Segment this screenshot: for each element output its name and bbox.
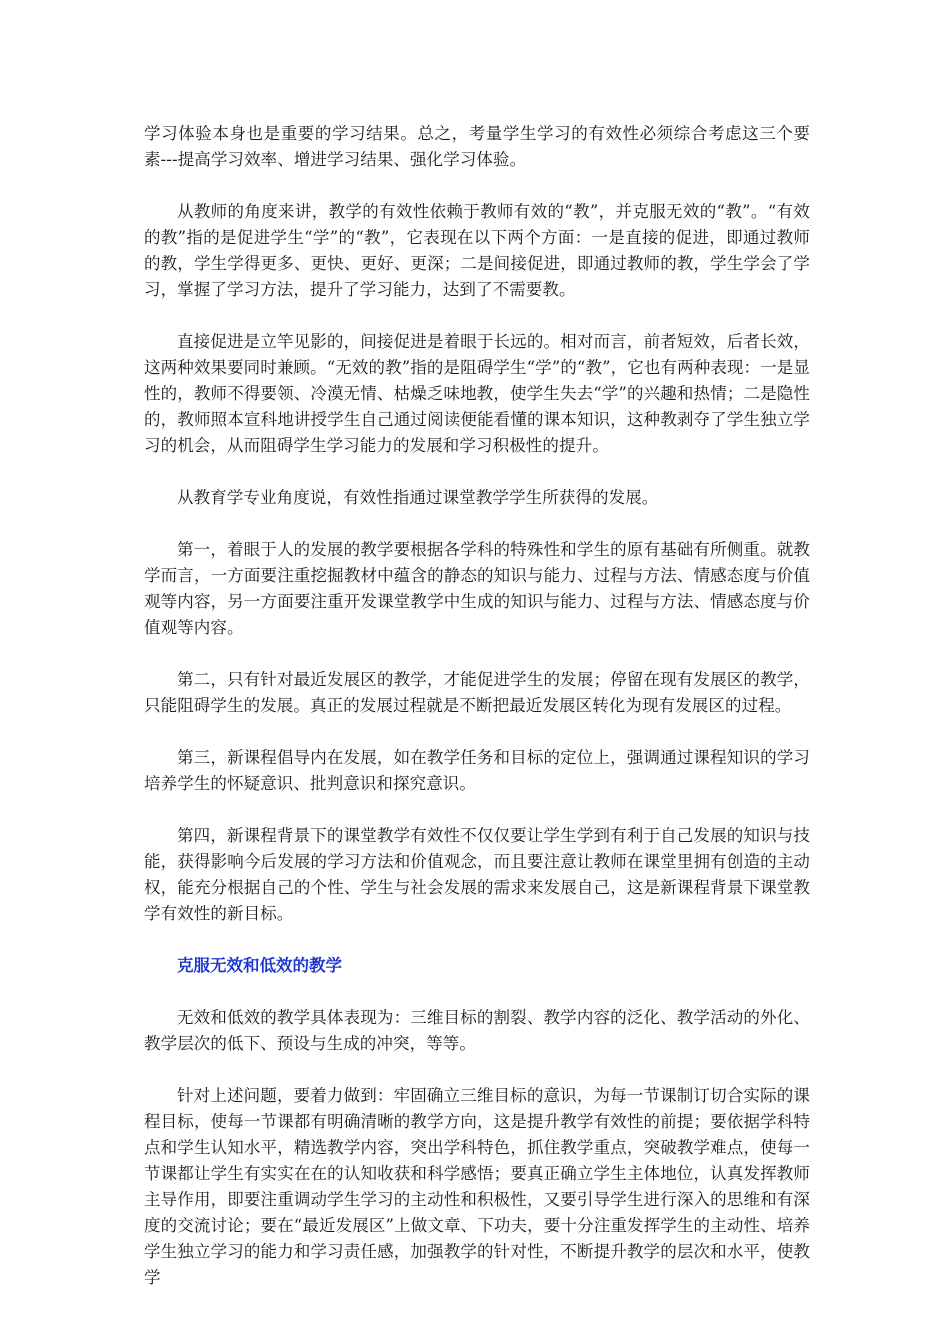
paragraph-continuation: 学习体验本身也是重要的学习结果。总之，考量学生学习的有效性必须综合考虑这三个要素---提高学习效率、增进学习结果、强化学习体验。 bbox=[144, 124, 810, 169]
paragraph-second: 第二，只有针对最近发展区的教学，才能促进学生的发展；停留在现有发展区的教学，只能阻碍学生的发展。真正的发展过程就是不断把最近发展区转化为现有发展区的过程。 bbox=[144, 670, 810, 715]
paragraph-direct-indirect: 直接促进是立竿见影的，间接促进是着眼于长远的。相对而言，前者短效，后者长效，这两种效果要同时兼顾。“无效的教”指的是阻碍学生“学”的“教”，它也有两种表现：一是显性的，教师不得要领、冷漠无情、枯燥乏味地教，使学生失去“学”的兴趣和热情；二是隐性的，教师照本宣科地讲授学生自己通过阅读便能看懂的课本知识，这种教剥夺了学生独立学习的机会，从而阻碍学生学习能力的发展和学习积极性的提升。 bbox=[144, 332, 810, 455]
paragraph-fourth: 第四，新课程背景下的课堂教学有效性不仅仅要让学生学到有利于自己发展的知识与技能，获得影响今后发展的学习方法和价值观念，而且要注意让教师在课堂里拥有创造的主动权，能充分根据自己的个性、学生与社会发展的需求来发展自己，这是新课程背景下课堂教学有效性的新目标。 bbox=[144, 826, 810, 923]
paragraph-ineffective-teaching: 无效和低效的教学具体表现为：三维目标的割裂、教学内容的泛化、教学活动的外化、教学层次的低下、预设与生成的冲突，等等。 bbox=[144, 1008, 810, 1053]
paragraph-solutions: 针对上述问题，要着力做到：牢固确立三维目标的意识，为每一节课制订切合实际的课程目标，使每一节课都有明确清晰的教学方向，这是提升教学有效性的前提；要依据学科特点和学生认知水平，精选教学内容，突出学科特色，抓住教学重点，突破教学难点，使每一节课都让学生有实实在在的认知收获和科学感悟；要真正确立学生主体地位，认真发挥教师主导作用，即要注重调动学生学习的主动性和积极性，又要引导学生进行深入的思维和有深度的交流讨论；要在“最近发展区”上做文章、下功夫，要十分注重发挥学生的主动性、培养学生独立学习的能力和学习责任感，加强教学的针对性，不断提升教学的层次和水平，使教学 bbox=[144, 1086, 810, 1287]
document-page bbox=[144, 121, 810, 1291]
paragraph-pedagogy-view: 从教育学专业角度说，有效性指通过课堂教学学生所获得的发展。 bbox=[177, 488, 659, 507]
paragraph-third: 第三，新课程倡导内在发展，如在教学任务和目标的定位上，强调通过课程知识的学习培养学生的怀疑意识、批判意识和探究意识。 bbox=[144, 748, 810, 793]
paragraph-first: 第一，着眼于人的发展的教学要根据各学科的特殊性和学生的原有基础有所侧重。就教学而言，一方面要注重挖掘教材中蕴含的静态的知识与能力、过程与方法、情感态度与价值观等内容，另一方面要注重开发课堂教学中生成的知识与能力、过程与方法、情感态度与价值观等内容。 bbox=[144, 540, 810, 637]
section-heading: 克服无效和低效的教学 bbox=[177, 956, 342, 975]
paragraph-teacher-perspective: 从教师的角度来讲，教学的有效性依赖于教师有效的“教”，并克服无效的“教”。“有效的教”指的是促进学生“学”的“教”，它表现在以下两个方面：一是直接的促进，即通过教师的教，学生学得更多、更快、更好、更深；二是间接促进，即通过教师的教，学生学会了学习，掌握了学习方法，提升了学习能力，达到了不需要教。 bbox=[144, 202, 810, 299]
